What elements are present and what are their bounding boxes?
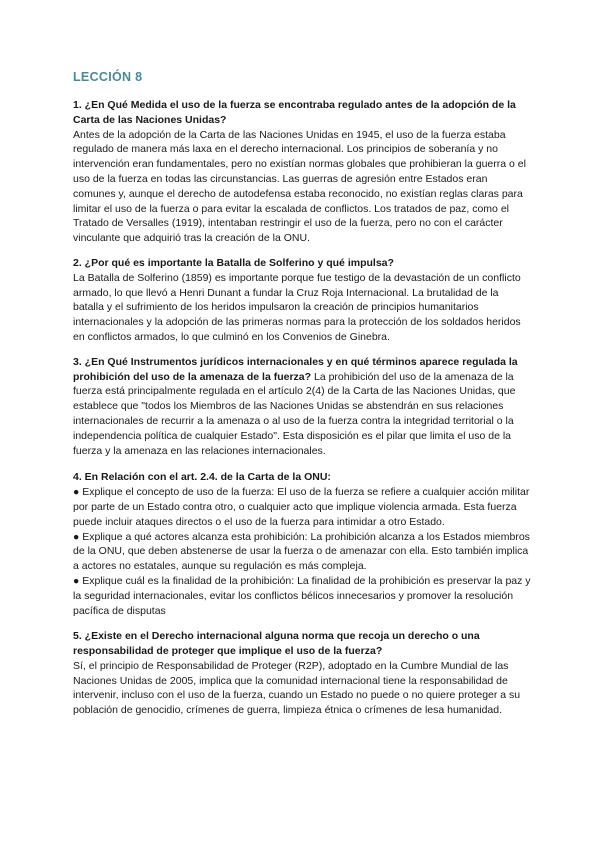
section-3 (73, 355, 531, 459)
section-4 (73, 470, 531, 618)
answer-2: La Batalla de Solferino (1859) es importante porque fue testigo de la devastación de un conflicto armado, lo que llevó a Henri Dunant a fundar la Cruz Roja Internacional. La brutalidad de la batalla y el sufrimiento de los heridos impulsaron la creación de principios humanitarios internacionales y la adopción de las primeras normas para la protección de los soldados heridos en conflictos armados, lo que culminó en los Convenios de Ginebra. (73, 271, 521, 343)
bullet-item: ● Explique cuál es la finalidad de la prohibición: La finalidad de la prohibición es preservar la paz y la seguridad internacionales, evitar los conflictos bélicos innecesarios y promover la resolución pacífica de disputas (73, 574, 531, 617)
question-3: 3. ¿En Qué Instrumentos jurídicos internacionales y en qué términos aparece regulada la prohibición del uso de la amenaza de la fuerza? (73, 355, 518, 383)
bullet-item: ● Explique el concepto de uso de la fuerza: El uso de la fuerza se refiere a cualquier acción militar por parte de un Estado contra otro, o cualquier acto que implique violencia armada. Esta fuerza puede incluir ataques directos o el uso de la fuerza para intimidar a otro Estado. (73, 486, 530, 528)
answer-1: Antes de la adopción de la Carta de las Naciones Unidas en 1945, el uso de la fuerza estaba regulado de manera más laxa en el derecho internacional. Los principios de soberanía y no intervención eran fundamentales, pero no existían normas globales que prohibieran la guerra o el uso de la fuerza en todas las circunstancias. Las guerras de agresión entre Estados eran comunes y, aunque el derecho de autodefensa estaba reconocido, no existían reglas claras para limitar el uso de la fuerza o para evitar la escalada de conflictos. Los tratados de paz, como el Tratado de Versalles (1919), intentaban restringir el uso de la fuerza, pero no con el carácter vinculante que adquirió tras la creación de la ONU. (73, 128, 526, 245)
section-5 (73, 629, 531, 718)
question-4: 4. En Relación con el art. 2.4. de la Carta de la ONU: (73, 471, 331, 484)
document-content (73, 98, 531, 726)
answer-3: La prohibición del uso de la amenaza de la fuerza está principalmente regulada en el artículo 2(4) de la Carta de las Naciones Unidas, que establece que "todos los Miembros de las Naciones Unidas se abstendrán en sus relaciones internacionales de recurrir a la amenaza o al uso de la fuerza contra la integridad territorial o la independencia política de cualquier Estado". Esta disposición es el pilar que limita el uso de la fuerza y la amenaza en las relaciones internacionales. (73, 370, 516, 457)
section-1 (73, 98, 531, 246)
lesson-title: LECCIÓN 8 (73, 70, 143, 84)
answer-5: Sí, el principio de Responsabilidad de Proteger (R2P), adoptado en la Cumbre Mundial de las Naciones Unidas de 2005, implica que la comunidad internacional tiene la responsabilidad de intervenir, incluso con el uso de la fuerza, cuando un Estado no puede o no quiere proteger a su población de genocidio, crímenes de guerra, limpieza étnica o crímenes de lesa humanidad. (73, 659, 521, 717)
paragraph-3 (73, 355, 531, 459)
question-5: 5. ¿Existe en el Derecho internacional alguna norma que recoja un derecho o una responsabilidad de proteger que implique el uso de la fuerza? (73, 630, 480, 658)
bullet-item: ● Explique a qué actores alcanza esta prohibición: La prohibición alcanza a los Estados miembros de la ONU, que deben abstenerse de usar la fuerza o de amenazar con ella. Esto también implica a actores no estatales, aunque su regulación es más compleja. (73, 530, 530, 573)
section-2 (73, 256, 531, 345)
question-2: 2. ¿Por qué es importante la Batalla de Solferino y qué impulsa? (73, 256, 394, 269)
question-1: 1. ¿En Qué Medida el uso de la fuerza se encontraba regulado antes de la adopción de la Carta de las Naciones Unidas? (73, 99, 516, 126)
